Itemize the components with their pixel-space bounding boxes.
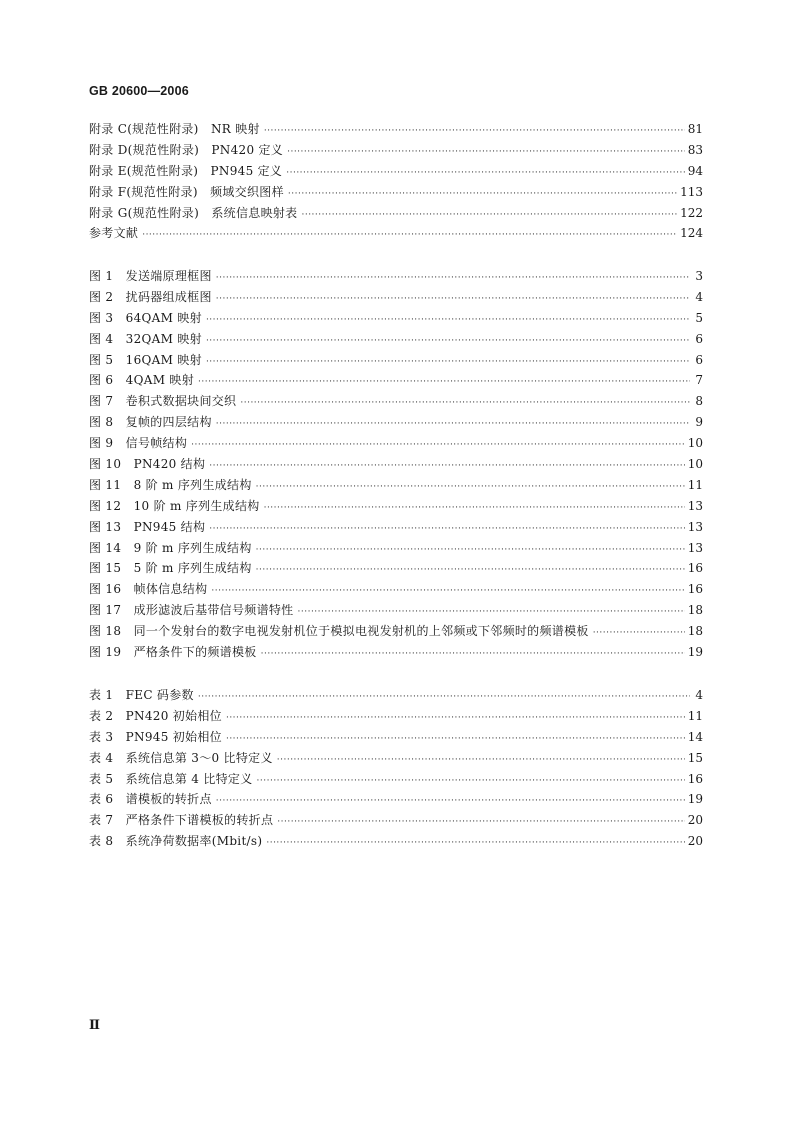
toc-entry-title: 图 14 9 阶 m 序列生成结构 — [89, 540, 252, 555]
toc-figures — [89, 266, 703, 663]
toc-tables — [89, 685, 703, 852]
toc-entry[interactable] — [89, 433, 703, 454]
dot-leader — [287, 142, 685, 163]
dot-leader — [198, 687, 690, 708]
dot-leader — [264, 498, 685, 519]
toc-entry[interactable] — [89, 621, 703, 642]
dot-leader — [216, 414, 690, 435]
toc-entry-page-number: 4 — [695, 289, 703, 304]
toc-entry-page-number: 5 — [695, 310, 703, 325]
toc-entry-page-number: 16 — [687, 561, 703, 576]
toc-entry-page-number: 16 — [687, 771, 703, 786]
toc-entry[interactable] — [89, 517, 703, 538]
dot-leader — [288, 184, 677, 205]
toc-entry-title: 表 2 PN420 初始相位 — [89, 708, 222, 723]
toc-entry-page-number: 13 — [687, 540, 703, 555]
dot-leader — [216, 268, 690, 289]
toc-entry-title: 表 4 系统信息第 3～0 比特定义 — [89, 750, 273, 765]
toc-entry[interactable] — [89, 182, 703, 203]
toc-entry[interactable] — [89, 600, 703, 621]
toc-entry-page-number: 15 — [687, 750, 703, 765]
dot-leader — [211, 581, 684, 602]
toc-entry[interactable] — [89, 287, 703, 308]
dot-leader — [256, 540, 685, 561]
toc-entry-page-number: 113 — [680, 184, 703, 199]
toc-appendices — [89, 119, 703, 244]
toc-entry-page-number: 20 — [687, 834, 703, 849]
toc-entry-title: 图 11 8 阶 m 序列生成结构 — [89, 477, 252, 492]
toc-entry-page-number: 10 — [687, 457, 703, 472]
toc-entry[interactable] — [89, 391, 703, 412]
toc-entry[interactable] — [89, 496, 703, 517]
dot-leader — [216, 791, 685, 812]
toc-entry-page-number: 8 — [695, 394, 703, 409]
dot-leader — [216, 289, 690, 310]
toc-entry-title: 图 2 扰码器组成框图 — [89, 289, 212, 304]
toc-entry-page-number: 6 — [695, 331, 703, 346]
toc-entry-title: 图 10 PN420 结构 — [89, 457, 206, 472]
dot-leader — [142, 225, 677, 246]
toc-entry[interactable] — [89, 558, 703, 579]
toc-entry-page-number: 124 — [680, 226, 703, 241]
dot-leader — [593, 623, 685, 644]
toc-entry-page-number: 20 — [687, 813, 703, 828]
toc-entry[interactable] — [89, 140, 703, 161]
dot-leader — [206, 331, 690, 352]
dot-leader — [226, 729, 685, 750]
toc-entry[interactable] — [89, 831, 703, 852]
toc-entry-title: 图 4 32QAM 映射 — [89, 331, 202, 346]
toc-entry-title: 附录 E(规范性附录) PN945 定义 — [89, 163, 283, 178]
toc-entry-page-number: 18 — [687, 603, 703, 618]
toc-entry-title: 图 16 帧体信息结构 — [89, 582, 208, 597]
dot-leader — [226, 708, 685, 729]
toc-entry[interactable] — [89, 579, 703, 600]
toc-entry-title: 图 7 卷积式数据块间交织 — [89, 394, 237, 409]
toc-entry-title: 图 1 发送端原理框图 — [89, 269, 212, 283]
dot-leader — [264, 121, 685, 142]
toc-entry-page-number: 11 — [687, 708, 703, 723]
toc-entry-page-number: 4 — [695, 688, 703, 702]
toc-entry[interactable] — [89, 642, 703, 663]
toc-entry-page-number: 6 — [695, 352, 703, 367]
toc-entry[interactable] — [89, 119, 703, 140]
toc-entry[interactable] — [89, 538, 703, 559]
toc-entry-page-number: 13 — [687, 519, 703, 534]
toc-entry-title: 附录 D(规范性附录) PN420 定义 — [89, 142, 284, 157]
toc-entry[interactable] — [89, 789, 703, 810]
toc-entry-title: 表 5 系统信息第 4 比特定义 — [89, 771, 253, 786]
toc-entry-page-number: 3 — [695, 269, 703, 283]
dot-leader — [191, 435, 685, 456]
toc-entry[interactable] — [89, 308, 703, 329]
dot-leader — [256, 477, 685, 498]
toc-entry-page-number: 19 — [687, 792, 703, 807]
toc-entry[interactable] — [89, 454, 703, 475]
toc-entry-title: 附录 G(规范性附录) 系统信息映射表 — [89, 205, 298, 220]
toc-entry[interactable] — [89, 810, 703, 831]
toc-entry-page-number: 9 — [695, 415, 703, 430]
toc-entry-title: 图 13 PN945 结构 — [89, 519, 206, 534]
toc-entry-title: 图 12 10 阶 m 序列生成结构 — [89, 498, 260, 513]
toc-entry-title: 表 7 严格条件下谱模板的转折点 — [89, 813, 274, 828]
toc-entry[interactable] — [89, 748, 703, 769]
toc-entry[interactable] — [89, 706, 703, 727]
toc-entry-page-number: 83 — [687, 142, 703, 157]
toc-entry-title: 图 19 严格条件下的频谱模板 — [89, 645, 257, 660]
dot-leader — [209, 456, 684, 477]
toc-entry-title: 图 18 同一个发射台的数字电视发射机位于模拟电视发射机的上邻频或下邻频时的频谱模板 — [89, 624, 589, 639]
toc-entry[interactable] — [89, 266, 703, 287]
toc-entry[interactable] — [89, 727, 703, 748]
toc-entry-title: 表 8 系统净荷数据率(Mbit/s) — [89, 834, 263, 849]
dot-leader — [240, 393, 690, 414]
toc-entry[interactable] — [89, 412, 703, 433]
toc-entry-title: 表 1 FEC 码参数 — [89, 688, 194, 702]
toc-entry-title: 附录 F(规范性附录) 频域交织图样 — [89, 184, 284, 199]
toc-entry[interactable] — [89, 685, 703, 706]
dot-leader — [257, 771, 685, 792]
toc-entry-title: 图 15 5 阶 m 序列生成结构 — [89, 561, 252, 576]
toc-entry-page-number: 7 — [695, 373, 703, 388]
dot-leader — [286, 163, 684, 184]
toc-entry-title: 图 5 16QAM 映射 — [89, 352, 202, 367]
toc-entry-title: 图 8 复帧的四层结构 — [89, 415, 212, 430]
dot-leader — [206, 352, 690, 373]
dot-leader — [277, 812, 684, 833]
page-numeral: Ⅱ — [89, 1018, 100, 1033]
dot-leader — [209, 519, 684, 540]
toc-entry-title: 附录 C(规范性附录) NR 映射 — [89, 122, 260, 136]
toc-entry[interactable] — [89, 161, 703, 182]
toc-entry[interactable] — [89, 769, 703, 790]
toc-entry[interactable] — [89, 475, 703, 496]
toc-entry[interactable] — [89, 223, 703, 244]
toc-entry[interactable] — [89, 350, 703, 371]
toc-entry-title: 图 9 信号帧结构 — [89, 436, 188, 451]
toc-entry-page-number: 16 — [687, 582, 703, 597]
toc-entry-title: 图 17 成形滤波后基带信号频谱特性 — [89, 603, 294, 618]
dot-leader — [256, 560, 685, 581]
dot-leader — [206, 310, 690, 331]
toc-entry-title: 表 3 PN945 初始相位 — [89, 729, 222, 744]
toc-entry-page-number: 18 — [687, 624, 703, 639]
toc-entry-page-number: 122 — [680, 205, 703, 220]
toc-entry[interactable] — [89, 329, 703, 350]
toc-entry-page-number: 94 — [687, 163, 703, 178]
toc-entry-page-number: 14 — [687, 729, 703, 744]
toc-entry[interactable] — [89, 370, 703, 391]
toc-entry-page-number: 13 — [687, 498, 703, 513]
toc-entry-page-number: 19 — [687, 645, 703, 660]
standard-number-header: GB 20600—2006 — [89, 84, 189, 98]
toc-entry-page-number: 10 — [687, 436, 703, 451]
dot-leader — [198, 372, 690, 393]
toc-entry-title: 参考文献 — [89, 226, 139, 241]
dot-leader — [266, 833, 684, 854]
toc-entry[interactable] — [89, 203, 703, 224]
dot-leader — [277, 750, 685, 771]
toc-entry-title: 表 6 谱模板的转折点 — [89, 792, 212, 807]
toc-entry-page-number: 81 — [687, 122, 703, 136]
toc-entry-title: 图 3 64QAM 映射 — [89, 310, 202, 325]
dot-leader — [301, 205, 677, 226]
dot-leader — [261, 644, 685, 665]
dot-leader — [298, 602, 685, 623]
toc-entry-page-number: 11 — [687, 477, 703, 492]
toc-entry-title: 图 6 4QAM 映射 — [89, 373, 194, 388]
